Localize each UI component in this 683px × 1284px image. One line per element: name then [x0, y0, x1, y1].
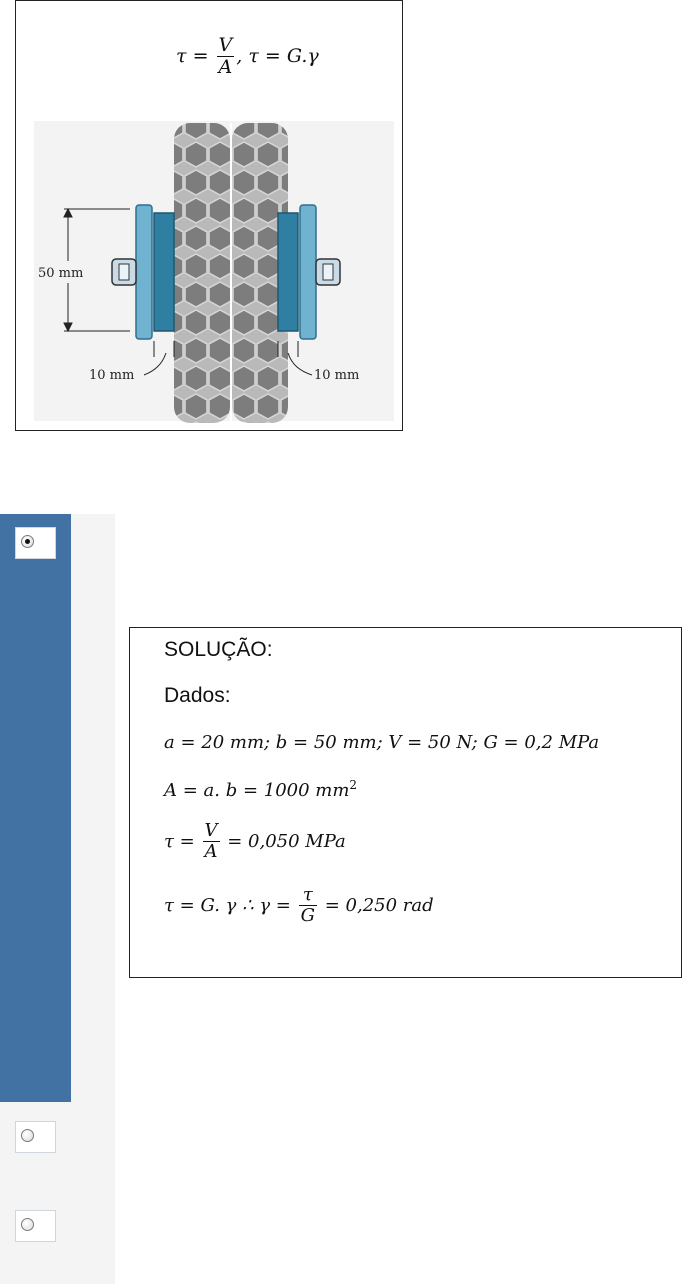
radio-unchecked-icon	[21, 1218, 34, 1231]
tau-symbol: τ	[176, 44, 187, 67]
tau-result: = 0,050 MPa	[227, 830, 346, 852]
radio-checked-icon	[21, 535, 34, 548]
right-plate-outer	[300, 205, 316, 339]
formula-rest: , τ = G.γ	[236, 44, 319, 67]
solution-title: SOLUÇÃO:	[164, 638, 273, 661]
solution-panel	[129, 627, 682, 978]
frac-denominator: G	[300, 904, 316, 926]
gamma-result: = 0,250 rad	[324, 894, 434, 916]
frac-denominator: A	[204, 840, 218, 862]
right-bolt	[316, 259, 340, 285]
problem-figure	[15, 0, 403, 431]
solution-strain-line	[164, 885, 434, 926]
solution-area-line	[164, 778, 357, 801]
figure-formula	[176, 35, 319, 79]
equals-sign: =	[192, 44, 209, 67]
solution-given-values: a = 20 mm; b = 50 mm; V = 50 N; G = 0,2 MPa	[164, 732, 600, 753]
frac-numerator: V	[218, 34, 233, 56]
dimension-50mm: 50 mm	[38, 266, 84, 281]
gamma-lhs: τ = G. γ ∴ γ =	[164, 894, 291, 916]
radio-unchecked-icon	[21, 1129, 34, 1142]
right-plate-inner	[278, 213, 298, 331]
rubber-block-left	[174, 123, 230, 423]
fraction-v-over-a	[203, 821, 220, 862]
tau-lhs: τ =	[164, 830, 195, 852]
left-plate-inner	[154, 213, 174, 331]
area-exponent: 2	[349, 778, 358, 792]
left-bolt	[112, 259, 136, 285]
left-plate-outer	[136, 205, 152, 339]
solution-shear-stress-line	[164, 821, 346, 862]
dimension-10mm-left: 10 mm	[89, 368, 135, 383]
frac-numerator: τ	[299, 885, 317, 906]
selected-option-highlight	[0, 514, 71, 1102]
area-expression: A = a. b = 1000 mm	[164, 780, 350, 801]
solution-dados: Dados:	[164, 684, 231, 707]
mount-illustration	[16, 113, 402, 433]
frac-numerator: V	[204, 820, 218, 841]
dimension-10mm-right: 10 mm	[314, 368, 360, 383]
fraction-v-over-a	[217, 35, 235, 79]
frac-denominator: A	[218, 55, 233, 78]
fraction-tau-over-g	[299, 885, 317, 926]
option-b-radio[interactable]	[15, 1121, 56, 1153]
option-c-radio[interactable]	[15, 1210, 56, 1242]
option-a-radio[interactable]	[15, 527, 56, 559]
